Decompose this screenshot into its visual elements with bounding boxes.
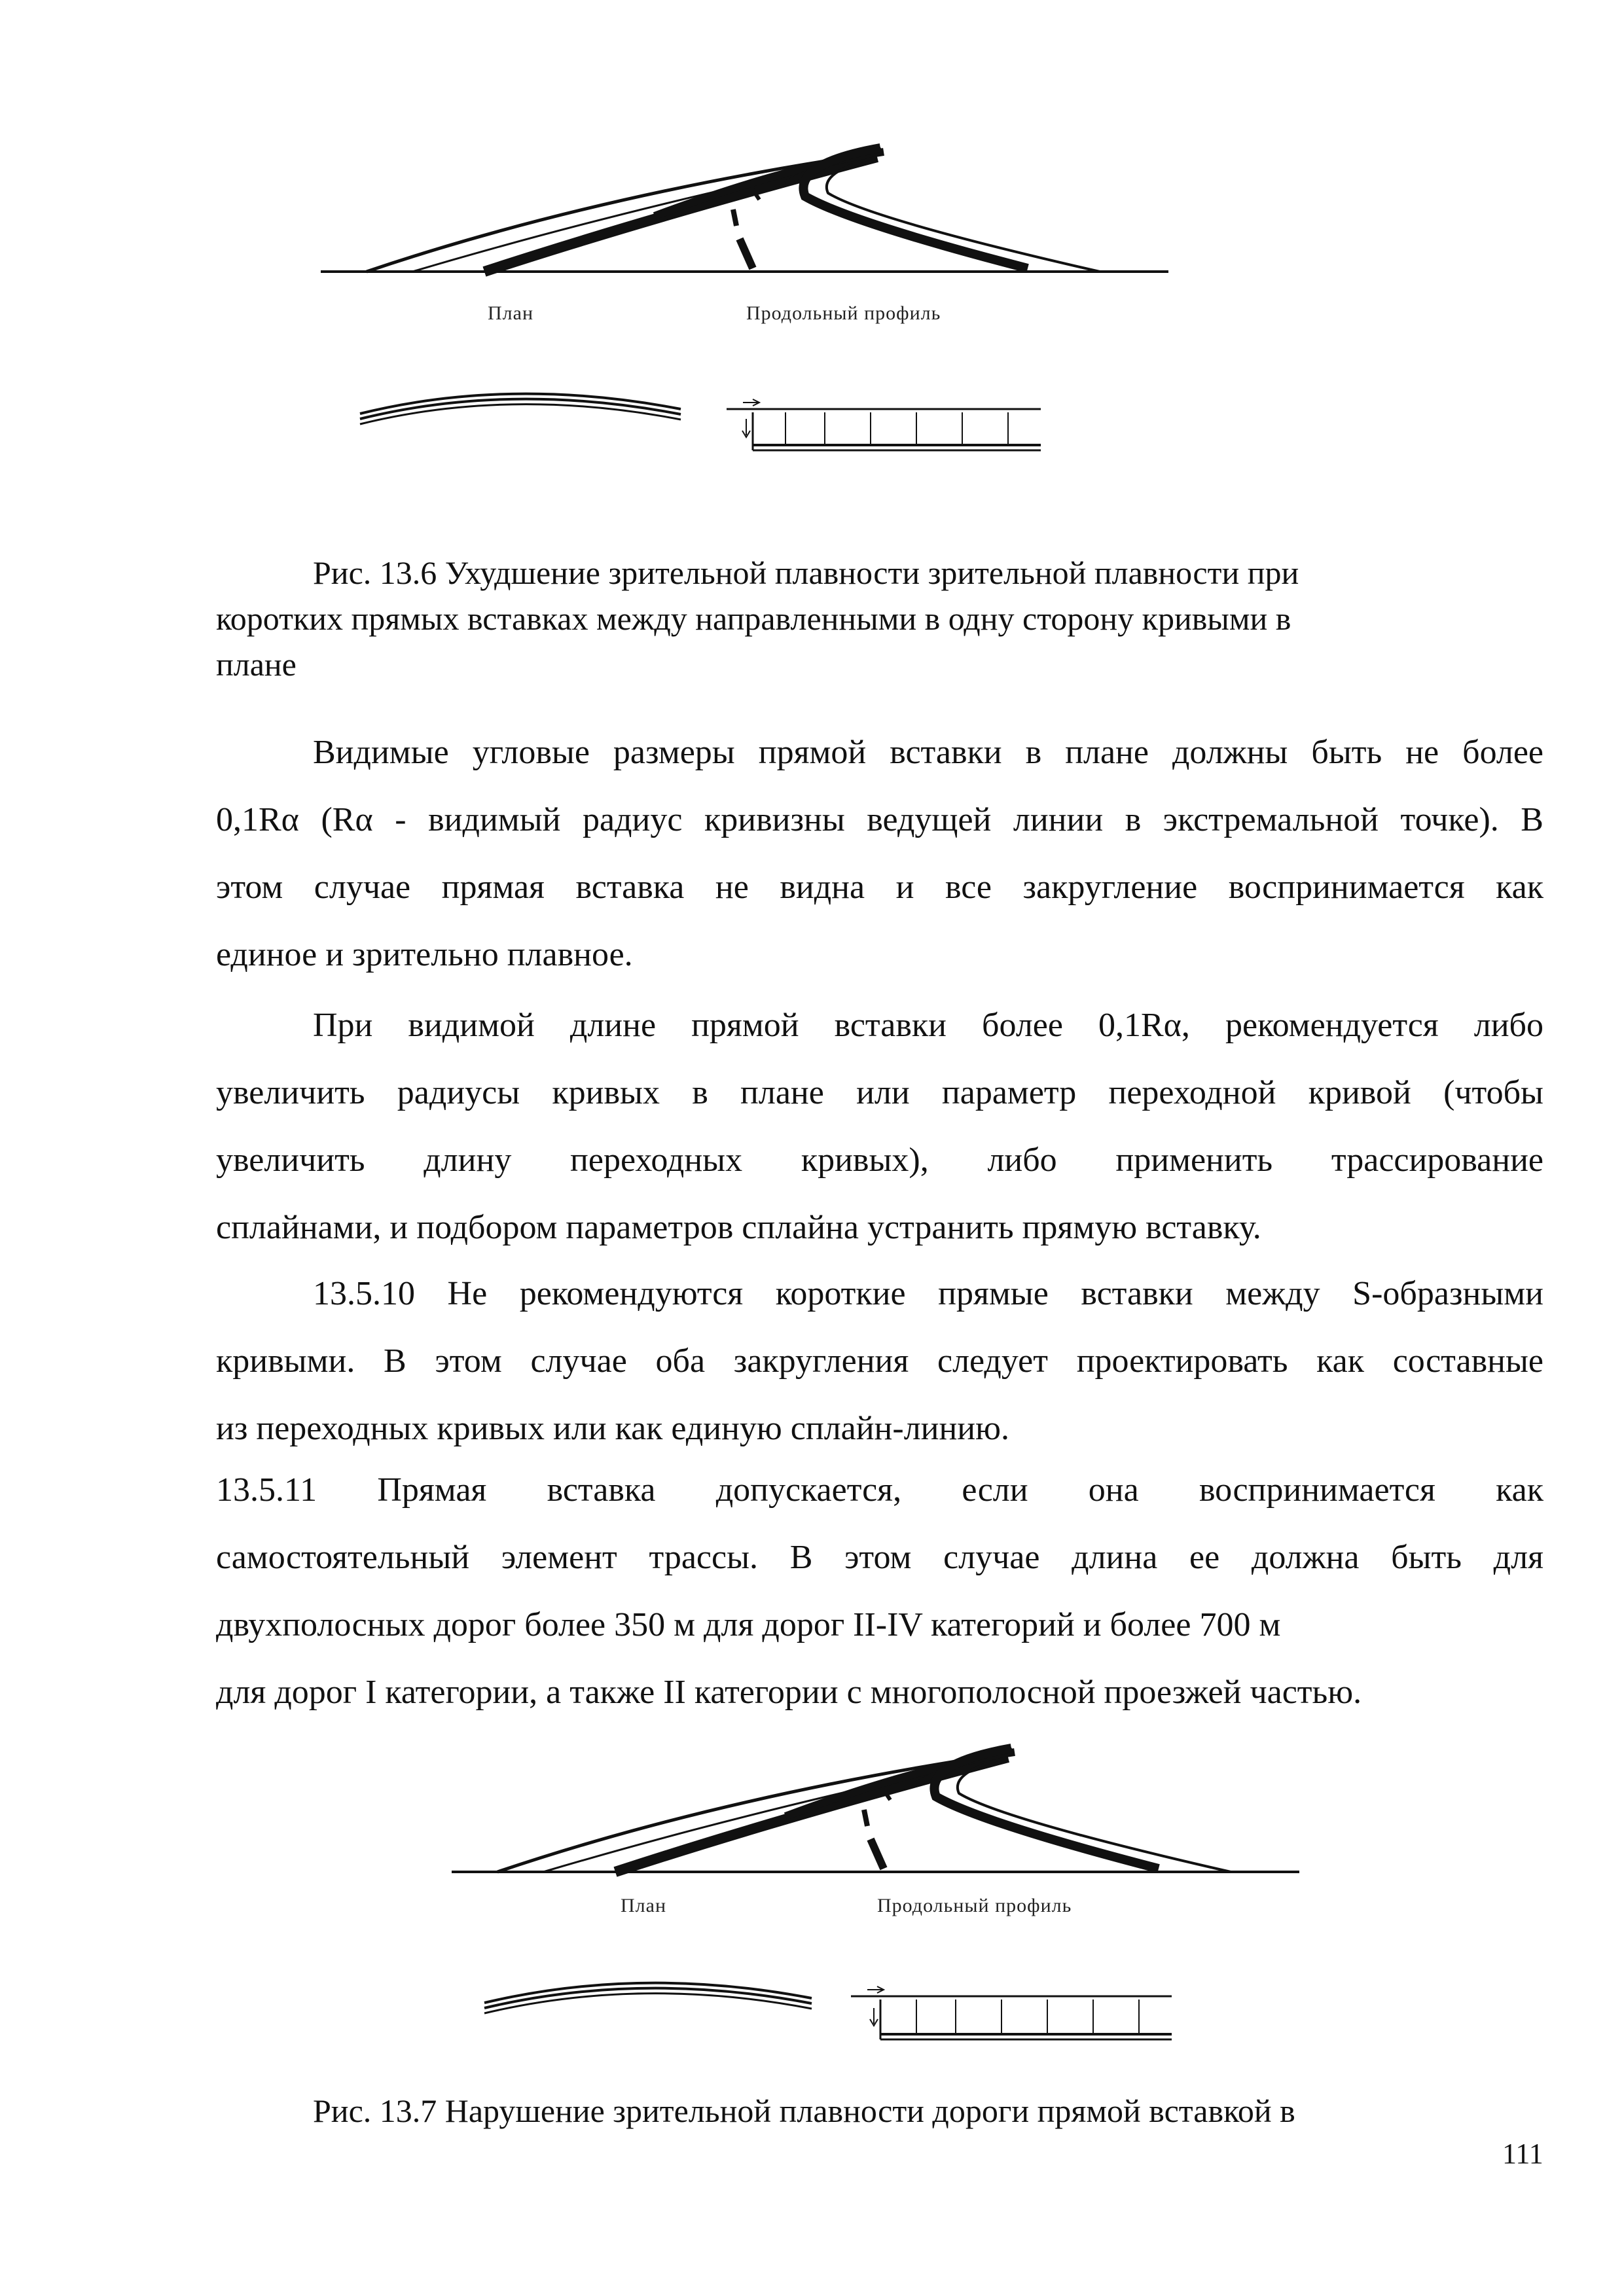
text-line: 0,1Rα (Rα - видимый радиус кривизны ведущей линии в экстремальной точке). В [216, 801, 1543, 838]
text-line: 13.5.10 Не рекомендуются короткие прямые вставки между S-образными [313, 1275, 1543, 1312]
caption-line: Рис. 13.6 Ухудшение зрительной плавности зрительной плавности при [313, 554, 1299, 591]
caption-line: плане [216, 646, 297, 683]
caption-line: Рис. 13.7 Нарушение зрительной плавности дороги прямой вставкой в [313, 2092, 1295, 2129]
text-line: самостоятельный элемент трассы. В этом случае длина ее должна быть для [216, 1539, 1543, 1576]
figure-1-plan-label: План [488, 302, 534, 324]
text-line: При видимой длине прямой вставки более 0,1Rα, рекомендуется либо [313, 1007, 1543, 1044]
figure-2-profile-label: Продольный профиль [877, 1895, 1072, 1916]
text-line: 13.5.11 Прямая вставка допускается, если она воспринимается как [216, 1471, 1543, 1509]
text-line: увеличить радиусы кривых в плане или параметр переходной кривой (чтобы [216, 1074, 1543, 1111]
text-line: двухполосных дорог более 350 м для дорог II-IV категорий и более 700 м [216, 1606, 1281, 1643]
text-line: сплайнами, и подбором параметров сплайна устранить прямую вставку. [216, 1209, 1261, 1246]
figure-2-plan-label: План [621, 1895, 667, 1916]
text-line: для дорог I категории, а также II категории с многополосной проезжей частью. [216, 1674, 1362, 1711]
caption-line: коротких прямых вставках между направленными в одну сторону кривыми в [216, 600, 1291, 637]
text-line: кривыми. В этом случае оба закругления следует проектировать как составные [216, 1342, 1543, 1380]
text-line: единое и зрительно плавное. [216, 936, 633, 973]
text-line: Видимые угловые размеры прямой вставки в плане должны быть не более [313, 734, 1543, 771]
figure-1-profile-label: Продольный профиль [746, 302, 941, 324]
page-number: 111 [1502, 2138, 1543, 2170]
text-line: увеличить длину переходных кривых), либо применить трассирование [216, 1141, 1543, 1179]
text-line: этом случае прямая вставка не видна и все закругление воспринимается как [216, 869, 1543, 906]
figure-2-caption [313, 2088, 1295, 2134]
text-line: из переходных кривых или как единую сплайн-линию. [216, 1410, 1009, 1447]
